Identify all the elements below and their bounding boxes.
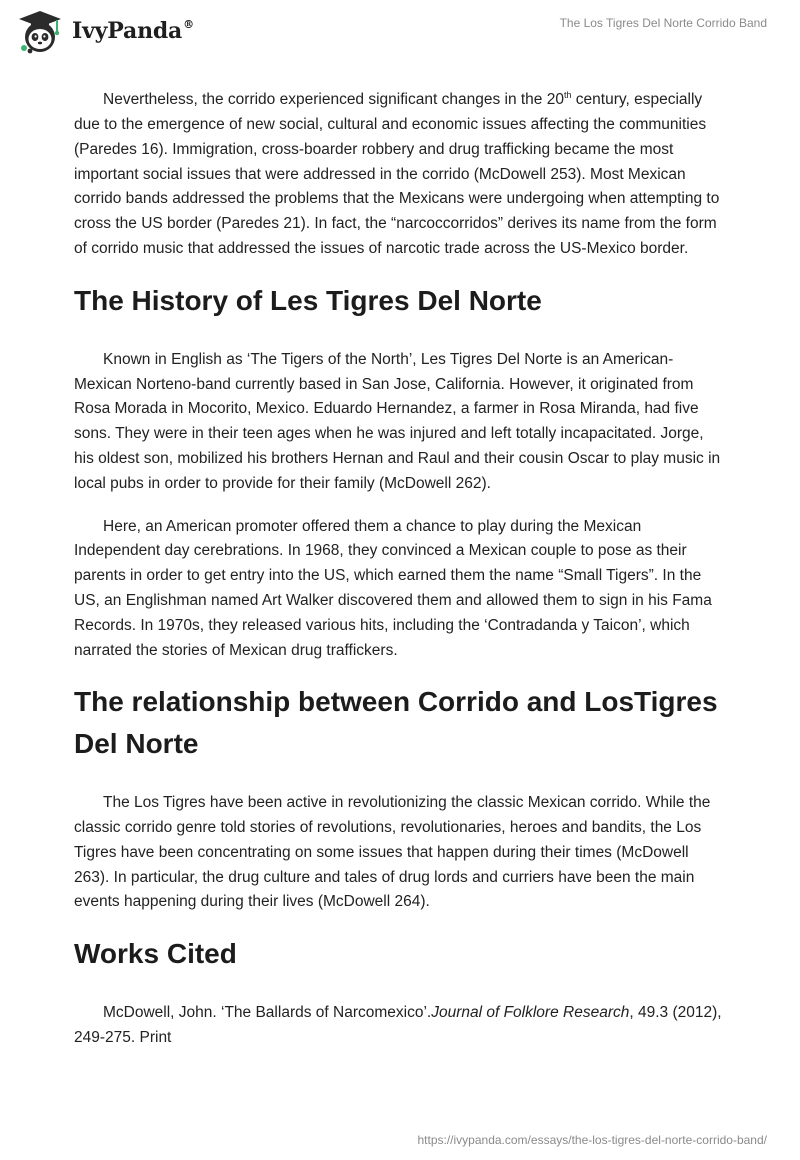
ivypanda-logo[interactable] bbox=[14, 8, 194, 54]
relationship-heading: The relationship between Corrido and LosTigres Del Norte bbox=[74, 686, 718, 760]
history-paragraph-1: Known in English as ‘The Tigers of the North’, Les Tigres Del Norte is an American-Mexican Norteno-band currently based in San Jose, California. However, it originated from Rosa Morada in Mocorito, Mexico. Eduardo Hernandez, a farmer in Rosa Miranda, had five sons. They were in their teen ages when he was injured and left totally incapacitated. Jorge, his oldest son, mobilized his brothers Hernan and Raul and their cousin Oscar to play music in local pubs in order to provide for their family (McDowell 262). bbox=[74, 350, 721, 492]
history-heading: The History of Les Tigres Del Norte bbox=[74, 284, 542, 316]
works-cited-entry: McDowell, John. ‘The Ballards of Narcomexico’.Journal of Folklore Research, 49.3 (2012), 249-275. Print bbox=[74, 1004, 722, 1047]
document-title: The Los Tigres Del Norte Corrido Band bbox=[559, 16, 767, 30]
brand-name: IvyPanda® bbox=[72, 18, 194, 44]
works-cited-heading: Works Cited bbox=[74, 938, 237, 970]
relationship-paragraph: The Los Tigres have been active in revolutionizing the classic Mexican corrido. While the classic corrido genre told stories of revolutions, revolutionaries, heroes and bandits, the Los Tigres have been concentrating on some issues that happen during their times (McDowell 263). In particular, the drug culture and tales of drug lords and curriers have been the main events happening during their lives (McDowell 264). bbox=[74, 794, 711, 911]
intro-paragraph: Nevertheless, the corrido experienced significant changes in the 20th century, especially due to the emergence of new social, cultural and economic issues affecting the communities (Paredes 16). Immigration, cross-boarder robbery and drug trafficking became the most important social issues that were addressed in the corrido (McDowell 253). Most Mexican corrido bands addressed the problems that the Mexicans were undergoing when attempting to cross the US border (Paredes 21). In fact, the “narcoccorridos” derives its name from the form of corrido music that addressed the issues of narcotic trade across the US-Mexico border. bbox=[74, 90, 720, 257]
essay-content bbox=[74, 83, 724, 1069]
page-header bbox=[0, 0, 800, 70]
history-paragraph-2: Here, an American promoter offered them a chance to play during the Mexican Independent day cerebrations. In 1968, they convinced a Mexican couple to pose as their parents in order to get entry into the US, which earned them the name “Small Tigers”. In the US, an Englishman named Art Walker discovered them and allowed them to sign in his Fama Records. In 1970s, they released various hits, including the ‘Contradanda y Taicon’, which narrated the stories of Mexican drug traffickers. bbox=[74, 517, 712, 659]
source-url[interactable]: https://ivypanda.com/essays/the-los-tigres-del-norte-corrido-band/ bbox=[417, 1133, 767, 1147]
panda-graduate-icon bbox=[14, 8, 66, 54]
